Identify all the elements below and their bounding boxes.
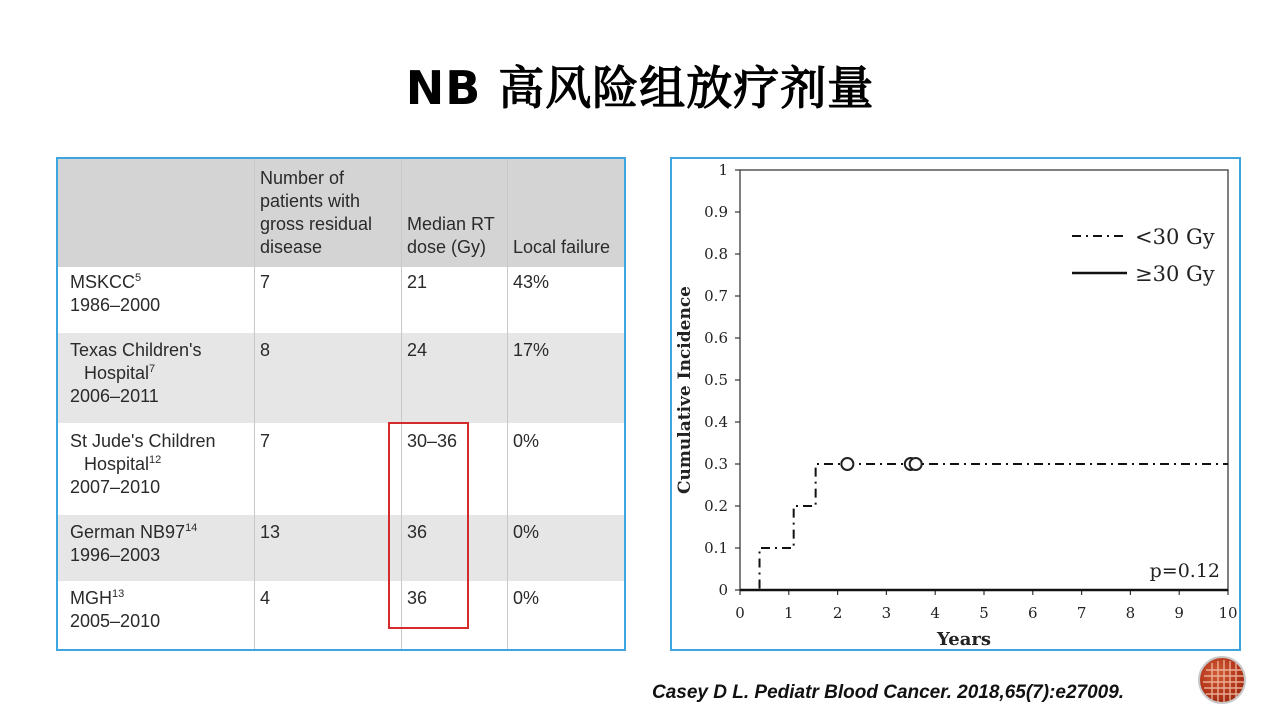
row-failure: 0% bbox=[513, 588, 540, 608]
x-tick-label: 6 bbox=[1028, 604, 1038, 622]
row-patients: 8 bbox=[260, 340, 271, 360]
table-row bbox=[58, 515, 624, 581]
center-years: 2006–2011 bbox=[70, 386, 159, 406]
p-value-annotation: p=0.12 bbox=[1149, 560, 1220, 582]
censor-marker bbox=[910, 458, 922, 470]
header-failure: Local failure bbox=[513, 237, 611, 257]
citation: Casey D L. Pediatr Blood Cancer. 2018,65(7):e27009. bbox=[652, 682, 1125, 703]
header-dose: Median RT dose (Gy) bbox=[407, 214, 495, 257]
row-center bbox=[70, 339, 250, 408]
row-dose: 36 bbox=[407, 588, 428, 608]
center-name-cont: Hospital bbox=[84, 454, 150, 474]
center-name: German NB97 bbox=[70, 522, 186, 542]
cumulative-incidence-chart bbox=[672, 159, 1239, 649]
cumulative-incidence-chart-panel bbox=[670, 157, 1241, 651]
x-tick-label: 9 bbox=[1174, 604, 1184, 622]
row-dose: 36 bbox=[407, 522, 428, 542]
y-tick-label: 0.7 bbox=[704, 287, 728, 305]
table-row bbox=[58, 267, 624, 333]
header-patients: Number of patients with gross residual disease bbox=[260, 168, 373, 257]
row-center bbox=[70, 430, 250, 499]
x-tick-label: 7 bbox=[1076, 604, 1087, 622]
center-ref: 14 bbox=[185, 522, 198, 534]
center-ref: 7 bbox=[149, 363, 156, 375]
x-tick-label: 3 bbox=[881, 604, 892, 622]
row-patients: 7 bbox=[260, 431, 271, 451]
column-divider bbox=[401, 159, 402, 651]
table-row bbox=[58, 333, 624, 423]
y-tick-label: 0.1 bbox=[704, 539, 728, 557]
x-tick-label: 0 bbox=[735, 604, 745, 622]
table-row bbox=[58, 581, 624, 651]
decorative-logo-icon bbox=[1198, 656, 1246, 704]
y-tick-label: 1 bbox=[718, 161, 728, 179]
column-divider bbox=[254, 159, 255, 651]
legend-label: <30 Gy bbox=[1135, 225, 1215, 249]
y-tick-label: 0 bbox=[718, 581, 728, 599]
row-patients: 13 bbox=[260, 522, 281, 542]
center-ref: 12 bbox=[149, 454, 162, 466]
center-years: 1986–2000 bbox=[70, 295, 161, 315]
center-name: St Jude's Children bbox=[70, 431, 216, 451]
row-center bbox=[70, 587, 250, 633]
row-failure: 17% bbox=[513, 340, 550, 360]
row-center bbox=[70, 521, 250, 567]
y-tick-label: 0.5 bbox=[704, 371, 728, 389]
censor-marker bbox=[841, 458, 853, 470]
row-dose: 30–36 bbox=[407, 431, 458, 451]
row-dose: 24 bbox=[407, 340, 428, 360]
table-header-row bbox=[58, 159, 624, 267]
y-tick-label: 0.8 bbox=[704, 245, 728, 263]
center-years: 2005–2010 bbox=[70, 611, 161, 631]
results-table-panel bbox=[56, 157, 626, 651]
y-tick-label: 0.3 bbox=[704, 455, 728, 473]
x-axis-label: Years bbox=[936, 629, 992, 649]
row-patients: 4 bbox=[260, 588, 271, 608]
center-ref: 13 bbox=[112, 588, 125, 600]
center-name-cont: Hospital bbox=[84, 363, 150, 383]
row-failure: 43% bbox=[513, 272, 550, 292]
x-tick-label: 8 bbox=[1125, 604, 1136, 622]
table-row bbox=[58, 423, 624, 515]
row-dose: 21 bbox=[407, 272, 428, 292]
x-tick-label: 2 bbox=[832, 604, 843, 622]
x-tick-label: 1 bbox=[784, 604, 794, 622]
y-axis-label: Cumulative Incidence bbox=[675, 286, 695, 494]
row-failure: 0% bbox=[513, 522, 540, 542]
center-name: Texas Children's bbox=[70, 340, 202, 360]
y-tick-label: 0.2 bbox=[704, 497, 728, 515]
legend-label: ≥30 Gy bbox=[1135, 262, 1215, 286]
center-years: 1996–2003 bbox=[70, 545, 161, 565]
row-failure: 0% bbox=[513, 431, 540, 451]
y-tick-label: 0.6 bbox=[704, 329, 728, 347]
center-ref: 5 bbox=[135, 272, 142, 284]
x-tick-label: 4 bbox=[930, 604, 940, 622]
y-tick-label: 0.4 bbox=[704, 413, 728, 431]
x-tick-label: 10 bbox=[1218, 604, 1238, 622]
center-name: MSKCC bbox=[70, 272, 136, 292]
x-tick-label: 5 bbox=[979, 604, 989, 622]
column-divider bbox=[507, 159, 508, 651]
slide-title: NB 高风险组放疗剂量 bbox=[405, 61, 875, 115]
row-patients: 7 bbox=[260, 272, 271, 292]
center-years: 2007–2010 bbox=[70, 477, 161, 497]
center-name: MGH bbox=[70, 588, 112, 608]
y-tick-label: 0.9 bbox=[704, 203, 728, 221]
row-center bbox=[70, 271, 250, 317]
